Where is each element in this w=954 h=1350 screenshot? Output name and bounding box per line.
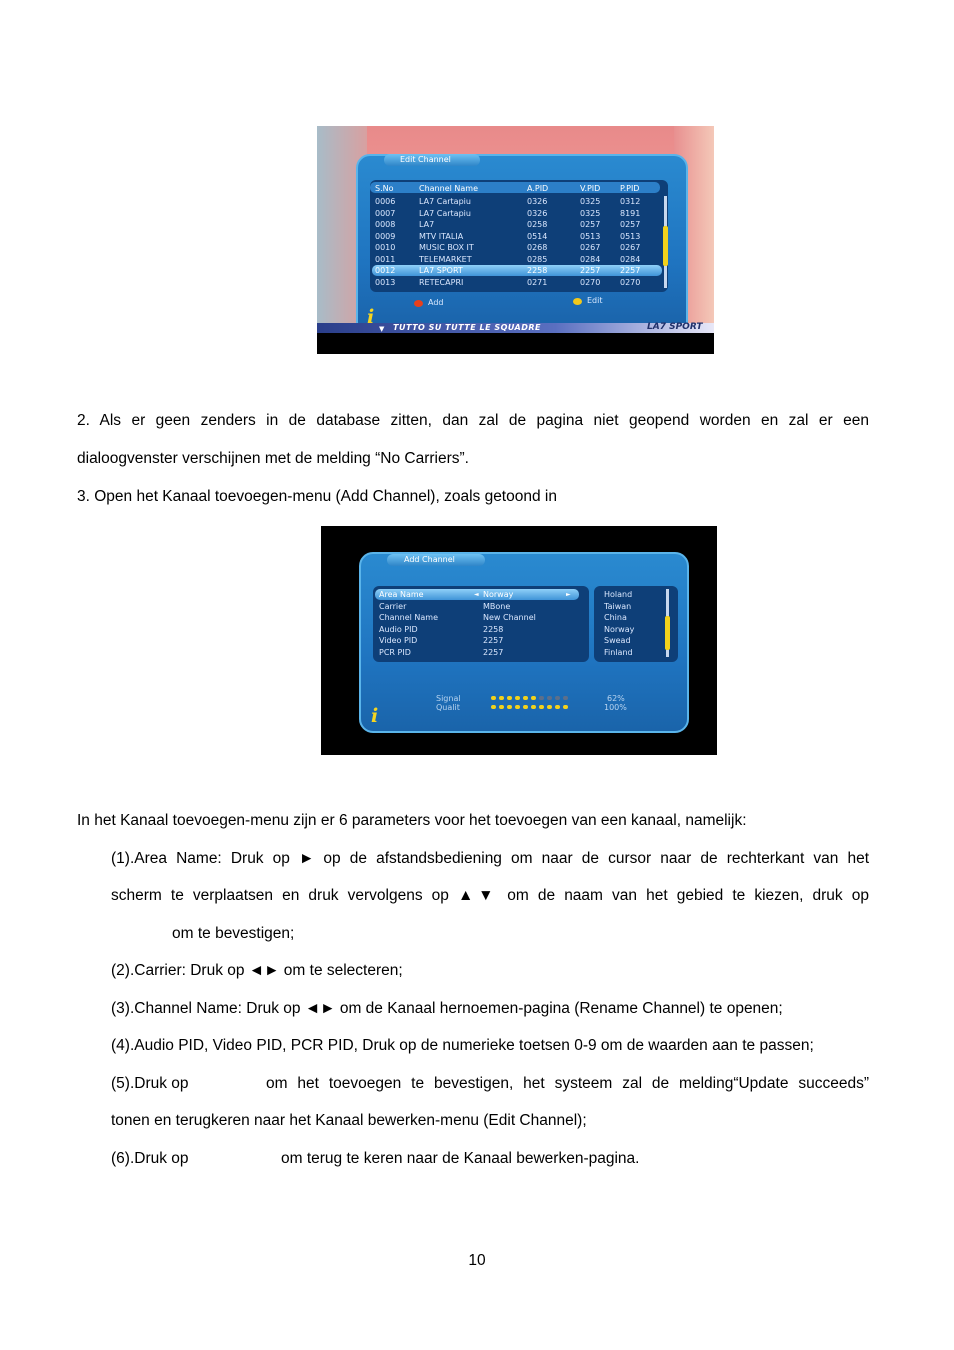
table-cell: 0325: [580, 208, 601, 218]
table-cell: 8191: [620, 208, 641, 218]
quality-percent: 100%: [604, 703, 627, 712]
area-option[interactable]: Finland: [604, 648, 633, 657]
edit-channel-title: Edit Channel: [384, 154, 480, 166]
parameter-label: Audio PID: [379, 624, 418, 634]
signal-label: Signal: [436, 694, 461, 703]
quality-label: Qualit: [436, 703, 460, 712]
letterbox-bottom: [317, 333, 714, 354]
item-5-end: om het toevoegen te bevestigen, het systeem zal de melding“Update succeeds”: [266, 1075, 869, 1092]
item-6-end: om terug te keren naar de Kanaal bewerken-pagina.: [281, 1150, 640, 1167]
table-cell: 0285: [527, 254, 548, 264]
table-cell: RETECAPRI: [419, 277, 464, 287]
column-header: Channel Name: [419, 184, 478, 193]
table-cell: 0013: [375, 277, 396, 287]
level-segment: [563, 705, 568, 709]
column-header: P.PID: [620, 184, 640, 193]
red-button-icon: [414, 300, 423, 307]
table-cell: 0284: [580, 254, 601, 264]
level-segment: [531, 705, 536, 709]
add-button-label[interactable]: Add: [428, 298, 444, 307]
level-segment: [499, 705, 504, 709]
table-cell: LA7 Cartapiu: [419, 197, 471, 206]
info-icon: i: [367, 306, 375, 328]
table-cell: 0513: [580, 231, 601, 241]
level-segment: [491, 696, 496, 700]
column-header: V.PID: [580, 184, 601, 193]
table-cell: 0012: [375, 266, 396, 275]
table-cell: 0257: [620, 220, 641, 229]
parameter-value[interactable]: 2257: [483, 648, 504, 657]
level-segment: [515, 705, 520, 709]
level-segment: [499, 696, 504, 700]
table-cell: 0514: [527, 231, 548, 241]
level-segment: [523, 696, 528, 700]
level-segment: [555, 696, 560, 700]
item-5-line-2: tonen en terugkeren naar het Kanaal bewerken-menu (Edit Channel);: [111, 1112, 587, 1129]
item-2: (2).Carrier: Druk op ◄► om te selecteren;: [111, 962, 403, 979]
parameter-value[interactable]: 2258: [483, 624, 504, 634]
paragraph-2-line-2: dialoogvenster verschijnen met de melding “No Carriers”.: [77, 450, 469, 467]
table-cell: 0257: [580, 220, 601, 229]
edit-button-label[interactable]: Edit: [587, 296, 603, 305]
parameter-label: Video PID: [379, 636, 418, 646]
edit-channel-screenshot: [317, 126, 714, 354]
table-cell: 0011: [375, 254, 396, 264]
level-segment: [563, 696, 568, 700]
table-cell: 2257: [580, 266, 601, 275]
area-option[interactable]: Taiwan: [604, 601, 632, 611]
area-option[interactable]: Norway: [604, 624, 635, 634]
ticker-arrow-icon: ▼: [379, 325, 385, 333]
table-cell: 0267: [580, 243, 601, 252]
table-cell: MUSIC BOX IT: [419, 243, 474, 252]
table-cell: 0270: [620, 277, 641, 287]
parameter-value[interactable]: New Channel: [483, 613, 536, 623]
table-cell: 0270: [580, 277, 601, 287]
table-cell: 0010: [375, 243, 396, 252]
paragraph-3: 3. Open het Kanaal toevoegen-menu (Add Channel), zoals getoond in: [77, 488, 557, 505]
table-cell: 0325: [580, 197, 601, 206]
area-option[interactable]: China: [604, 613, 627, 623]
signal-percent: 62%: [607, 694, 625, 703]
level-segment: [523, 705, 528, 709]
table-cell: MTV ITALIA: [419, 231, 464, 241]
table-cell: 0267: [620, 243, 641, 252]
scrollbar-thumb[interactable]: [663, 226, 668, 266]
parameter-value[interactable]: MBone: [483, 601, 511, 611]
paragraph-2-line-1: 2. Als er geen zenders in de database zitten, dan zal de pagina niet geopend worden en zal er een: [77, 412, 869, 429]
channel-list-header: [370, 182, 660, 193]
parameter-label: Channel Name: [379, 613, 438, 623]
item-6-start: (6).Druk op: [111, 1150, 189, 1167]
table-cell: TELEMARKET: [419, 254, 472, 264]
page-number: 10: [468, 1252, 486, 1269]
parameter-value[interactable]: 2257: [483, 636, 504, 646]
area-option[interactable]: Swead: [604, 636, 631, 646]
item-1-line-2: scherm te verplaatsen en druk vervolgens op ▲▼ om de naam van het gebied te kiezen, druk op: [111, 887, 869, 904]
tv-ticker-text: TUTTO SU TUTTE LE SQUADRE: [393, 323, 541, 332]
parameter-label: PCR PID: [379, 648, 411, 657]
table-cell: 0284: [620, 254, 641, 264]
scrollbar-thumb[interactable]: [665, 616, 670, 650]
item-1-line-3: om te bevestigen;: [172, 925, 295, 942]
table-cell: 0258: [527, 220, 548, 229]
table-cell: 0312: [620, 197, 641, 206]
level-segment: [507, 705, 512, 709]
table-cell: 0271: [527, 277, 548, 287]
table-cell: 2258: [527, 266, 548, 275]
item-4: (4).Audio PID, Video PID, PCR PID, Druk op de numerieke toetsen 0-9 om de waarden aan te passen;: [111, 1037, 814, 1054]
level-segment: [531, 696, 536, 700]
table-cell: 0006: [375, 197, 396, 206]
column-header: A.PID: [527, 184, 549, 193]
level-segment: [547, 696, 552, 700]
table-cell: 0326: [527, 197, 548, 206]
level-segment: [491, 705, 496, 709]
parameter-label: Area Name: [379, 590, 424, 599]
table-cell: 0009: [375, 231, 396, 241]
column-header: S.No: [375, 184, 394, 193]
table-cell: LA7 Cartapiu: [419, 208, 471, 218]
selected-row-highlight: [372, 265, 662, 276]
level-segment: [547, 705, 552, 709]
table-cell: 2257: [620, 266, 641, 275]
item-5-start: (5).Druk op: [111, 1075, 189, 1092]
add-channel-title: Add Channel: [387, 554, 485, 566]
table-cell: LA7: [419, 220, 435, 229]
table-cell: 0008: [375, 220, 396, 229]
level-segment: [507, 696, 512, 700]
info-icon: i: [371, 705, 379, 727]
parameter-value[interactable]: Norway: [483, 590, 514, 599]
area-option[interactable]: Holand: [604, 590, 633, 599]
table-cell: 0007: [375, 208, 396, 218]
item-1-line-1: (1).Area Name: Druk op ► op de afstandsbediening om naar de cursor naar de rechterkant van het: [111, 850, 869, 867]
table-cell: 0513: [620, 231, 641, 241]
table-cell: LA7 SPORT: [419, 266, 463, 275]
level-segment: [555, 705, 560, 709]
yellow-button-icon: [573, 298, 582, 305]
item-3: (3).Channel Name: Druk op ◄► om de Kanaal hernoemen-pagina (Rename Channel) te openen;: [111, 1000, 783, 1017]
table-cell: 0268: [527, 243, 548, 252]
arrow-left-icon[interactable]: ◄: [474, 591, 479, 598]
add-channel-screenshot: [321, 526, 717, 755]
parameters-intro: In het Kanaal toevoegen-menu zijn er 6 parameters voor het toevoegen van een kanaal, namelijk:: [77, 812, 747, 829]
level-segment: [539, 705, 544, 709]
arrow-right-icon[interactable]: ►: [566, 591, 571, 598]
level-segment: [515, 696, 520, 700]
parameter-label: Carrier: [379, 601, 407, 611]
channel-logo: LA7 SPORT: [647, 322, 703, 332]
table-cell: 0326: [527, 208, 548, 218]
level-segment: [539, 696, 544, 700]
